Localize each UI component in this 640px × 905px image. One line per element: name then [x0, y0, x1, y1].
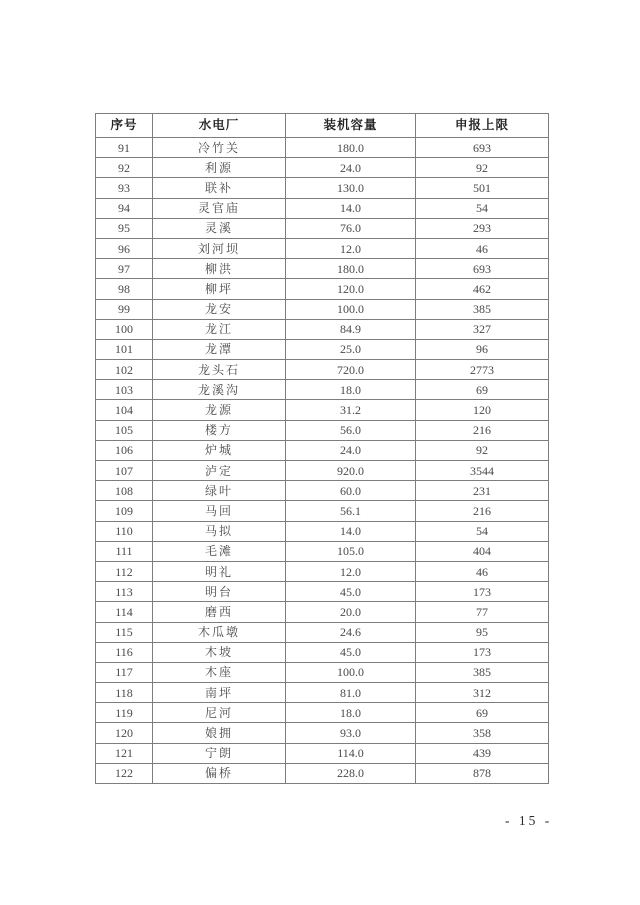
cell-serial-number: 104: [96, 400, 153, 420]
cell-declaration-limit: 173: [416, 582, 549, 602]
cell-serial-number: 111: [96, 541, 153, 561]
table-row: [96, 178, 549, 198]
table-row: [96, 440, 549, 460]
cell-plant-name: 炉城: [153, 440, 286, 460]
cell-serial-number: 112: [96, 561, 153, 581]
cell-plant-name: 马拟: [153, 521, 286, 541]
table-row: [96, 319, 549, 339]
cell-declaration-limit: 878: [416, 763, 549, 783]
cell-installed-capacity: 20.0: [286, 602, 416, 622]
cell-declaration-limit: 358: [416, 723, 549, 743]
cell-serial-number: 109: [96, 501, 153, 521]
cell-serial-number: 95: [96, 218, 153, 238]
table-row: [96, 461, 549, 481]
cell-installed-capacity: 45.0: [286, 642, 416, 662]
cell-plant-name: 龙溪沟: [153, 380, 286, 400]
table-row: [96, 763, 549, 783]
cell-serial-number: 91: [96, 138, 153, 158]
cell-declaration-limit: 54: [416, 521, 549, 541]
cell-installed-capacity: 114.0: [286, 743, 416, 763]
table-row: [96, 400, 549, 420]
cell-serial-number: 102: [96, 360, 153, 380]
cell-serial-number: 99: [96, 299, 153, 319]
cell-plant-name: 娘拥: [153, 723, 286, 743]
header-declaration-limit: 申报上限: [416, 114, 549, 138]
cell-plant-name: 尼河: [153, 703, 286, 723]
cell-serial-number: 101: [96, 339, 153, 359]
table-row: [96, 683, 549, 703]
cell-declaration-limit: 312: [416, 683, 549, 703]
cell-declaration-limit: 439: [416, 743, 549, 763]
cell-serial-number: 96: [96, 238, 153, 258]
cell-plant-name: 毛滩: [153, 541, 286, 561]
table-row: [96, 602, 549, 622]
cell-declaration-limit: 216: [416, 420, 549, 440]
cell-declaration-limit: 92: [416, 158, 549, 178]
cell-plant-name: 明礼: [153, 561, 286, 581]
table-row: [96, 541, 549, 561]
cell-serial-number: 122: [96, 763, 153, 783]
cell-plant-name: 刘河坝: [153, 238, 286, 258]
cell-installed-capacity: 180.0: [286, 138, 416, 158]
table-row: [96, 582, 549, 602]
table-header-row: [96, 114, 549, 138]
cell-installed-capacity: 45.0: [286, 582, 416, 602]
table-row: [96, 703, 549, 723]
cell-installed-capacity: 920.0: [286, 461, 416, 481]
table-row: [96, 238, 549, 258]
cell-declaration-limit: 95: [416, 622, 549, 642]
cell-plant-name: 柳坪: [153, 279, 286, 299]
cell-serial-number: 98: [96, 279, 153, 299]
cell-serial-number: 94: [96, 198, 153, 218]
cell-declaration-limit: 385: [416, 662, 549, 682]
cell-declaration-limit: 501: [416, 178, 549, 198]
cell-installed-capacity: 14.0: [286, 521, 416, 541]
table-row: [96, 198, 549, 218]
cell-declaration-limit: 69: [416, 380, 549, 400]
cell-installed-capacity: 31.2: [286, 400, 416, 420]
cell-installed-capacity: 93.0: [286, 723, 416, 743]
cell-plant-name: 明台: [153, 582, 286, 602]
cell-serial-number: 108: [96, 481, 153, 501]
cell-serial-number: 93: [96, 178, 153, 198]
cell-serial-number: 117: [96, 662, 153, 682]
cell-serial-number: 100: [96, 319, 153, 339]
cell-plant-name: 偏桥: [153, 763, 286, 783]
cell-declaration-limit: 46: [416, 561, 549, 581]
table-row: [96, 339, 549, 359]
page-number: - 15 -: [505, 813, 553, 828]
cell-plant-name: 利源: [153, 158, 286, 178]
cell-installed-capacity: 720.0: [286, 360, 416, 380]
cell-plant-name: 柳洪: [153, 259, 286, 279]
cell-installed-capacity: 228.0: [286, 763, 416, 783]
cell-plant-name: 泸定: [153, 461, 286, 481]
cell-serial-number: 116: [96, 642, 153, 662]
cell-serial-number: 113: [96, 582, 153, 602]
cell-installed-capacity: 100.0: [286, 299, 416, 319]
cell-plant-name: 灵官庙: [153, 198, 286, 218]
cell-installed-capacity: 76.0: [286, 218, 416, 238]
cell-serial-number: 97: [96, 259, 153, 279]
cell-declaration-limit: 77: [416, 602, 549, 622]
cell-plant-name: 绿叶: [153, 481, 286, 501]
cell-installed-capacity: 84.9: [286, 319, 416, 339]
table-row: [96, 380, 549, 400]
cell-plant-name: 木座: [153, 662, 286, 682]
cell-installed-capacity: 14.0: [286, 198, 416, 218]
cell-installed-capacity: 24.6: [286, 622, 416, 642]
cell-installed-capacity: 180.0: [286, 259, 416, 279]
cell-serial-number: 105: [96, 420, 153, 440]
table-row: [96, 259, 549, 279]
table-row: [96, 521, 549, 541]
table-body: [96, 138, 549, 784]
cell-plant-name: 联补: [153, 178, 286, 198]
cell-serial-number: 106: [96, 440, 153, 460]
table-row: [96, 218, 549, 238]
cell-serial-number: 103: [96, 380, 153, 400]
cell-declaration-limit: 92: [416, 440, 549, 460]
cell-plant-name: 马回: [153, 501, 286, 521]
header-serial-number: 序号: [96, 114, 153, 138]
header-plant-name: 水电厂: [153, 114, 286, 138]
cell-plant-name: 木瓜墩: [153, 622, 286, 642]
table-row: [96, 642, 549, 662]
table-row: [96, 743, 549, 763]
cell-serial-number: 115: [96, 622, 153, 642]
cell-declaration-limit: 693: [416, 138, 549, 158]
cell-serial-number: 121: [96, 743, 153, 763]
cell-installed-capacity: 56.1: [286, 501, 416, 521]
table-row: [96, 279, 549, 299]
cell-installed-capacity: 81.0: [286, 683, 416, 703]
cell-declaration-limit: 404: [416, 541, 549, 561]
cell-installed-capacity: 12.0: [286, 561, 416, 581]
cell-declaration-limit: 120: [416, 400, 549, 420]
cell-installed-capacity: 60.0: [286, 481, 416, 501]
cell-installed-capacity: 105.0: [286, 541, 416, 561]
table-row: [96, 138, 549, 158]
cell-plant-name: 宁朗: [153, 743, 286, 763]
cell-installed-capacity: 12.0: [286, 238, 416, 258]
cell-plant-name: 楼方: [153, 420, 286, 440]
cell-plant-name: 灵溪: [153, 218, 286, 238]
table-row: [96, 662, 549, 682]
table-row: [96, 158, 549, 178]
cell-serial-number: 118: [96, 683, 153, 703]
cell-declaration-limit: 2773: [416, 360, 549, 380]
cell-declaration-limit: 693: [416, 259, 549, 279]
cell-declaration-limit: 462: [416, 279, 549, 299]
cell-serial-number: 114: [96, 602, 153, 622]
cell-plant-name: 木坡: [153, 642, 286, 662]
cell-installed-capacity: 100.0: [286, 662, 416, 682]
cell-declaration-limit: 96: [416, 339, 549, 359]
cell-plant-name: 龙潭: [153, 339, 286, 359]
cell-installed-capacity: 24.0: [286, 440, 416, 460]
cell-plant-name: 龙安: [153, 299, 286, 319]
table-row: [96, 360, 549, 380]
cell-serial-number: 119: [96, 703, 153, 723]
cell-declaration-limit: 69: [416, 703, 549, 723]
cell-plant-name: 冷竹关: [153, 138, 286, 158]
table-row: [96, 561, 549, 581]
cell-declaration-limit: 3544: [416, 461, 549, 481]
cell-plant-name: 龙源: [153, 400, 286, 420]
cell-installed-capacity: 18.0: [286, 380, 416, 400]
table-row: [96, 299, 549, 319]
cell-declaration-limit: 293: [416, 218, 549, 238]
table-row: [96, 420, 549, 440]
cell-plant-name: 磨西: [153, 602, 286, 622]
cell-declaration-limit: 173: [416, 642, 549, 662]
cell-declaration-limit: 54: [416, 198, 549, 218]
cell-declaration-limit: 46: [416, 238, 549, 258]
header-installed-capacity: 装机容量: [286, 114, 416, 138]
cell-installed-capacity: 25.0: [286, 339, 416, 359]
cell-plant-name: 龙头石: [153, 360, 286, 380]
cell-serial-number: 107: [96, 461, 153, 481]
cell-declaration-limit: 327: [416, 319, 549, 339]
cell-installed-capacity: 56.0: [286, 420, 416, 440]
cell-plant-name: 南坪: [153, 683, 286, 703]
cell-serial-number: 92: [96, 158, 153, 178]
table-row: [96, 723, 549, 743]
cell-installed-capacity: 18.0: [286, 703, 416, 723]
cell-installed-capacity: 120.0: [286, 279, 416, 299]
cell-serial-number: 120: [96, 723, 153, 743]
cell-declaration-limit: 216: [416, 501, 549, 521]
table-row: [96, 501, 549, 521]
cell-plant-name: 龙江: [153, 319, 286, 339]
cell-serial-number: 110: [96, 521, 153, 541]
cell-installed-capacity: 130.0: [286, 178, 416, 198]
cell-declaration-limit: 385: [416, 299, 549, 319]
table-row: [96, 481, 549, 501]
hydropower-plant-table: [95, 113, 549, 784]
cell-declaration-limit: 231: [416, 481, 549, 501]
cell-installed-capacity: 24.0: [286, 158, 416, 178]
table-row: [96, 622, 549, 642]
